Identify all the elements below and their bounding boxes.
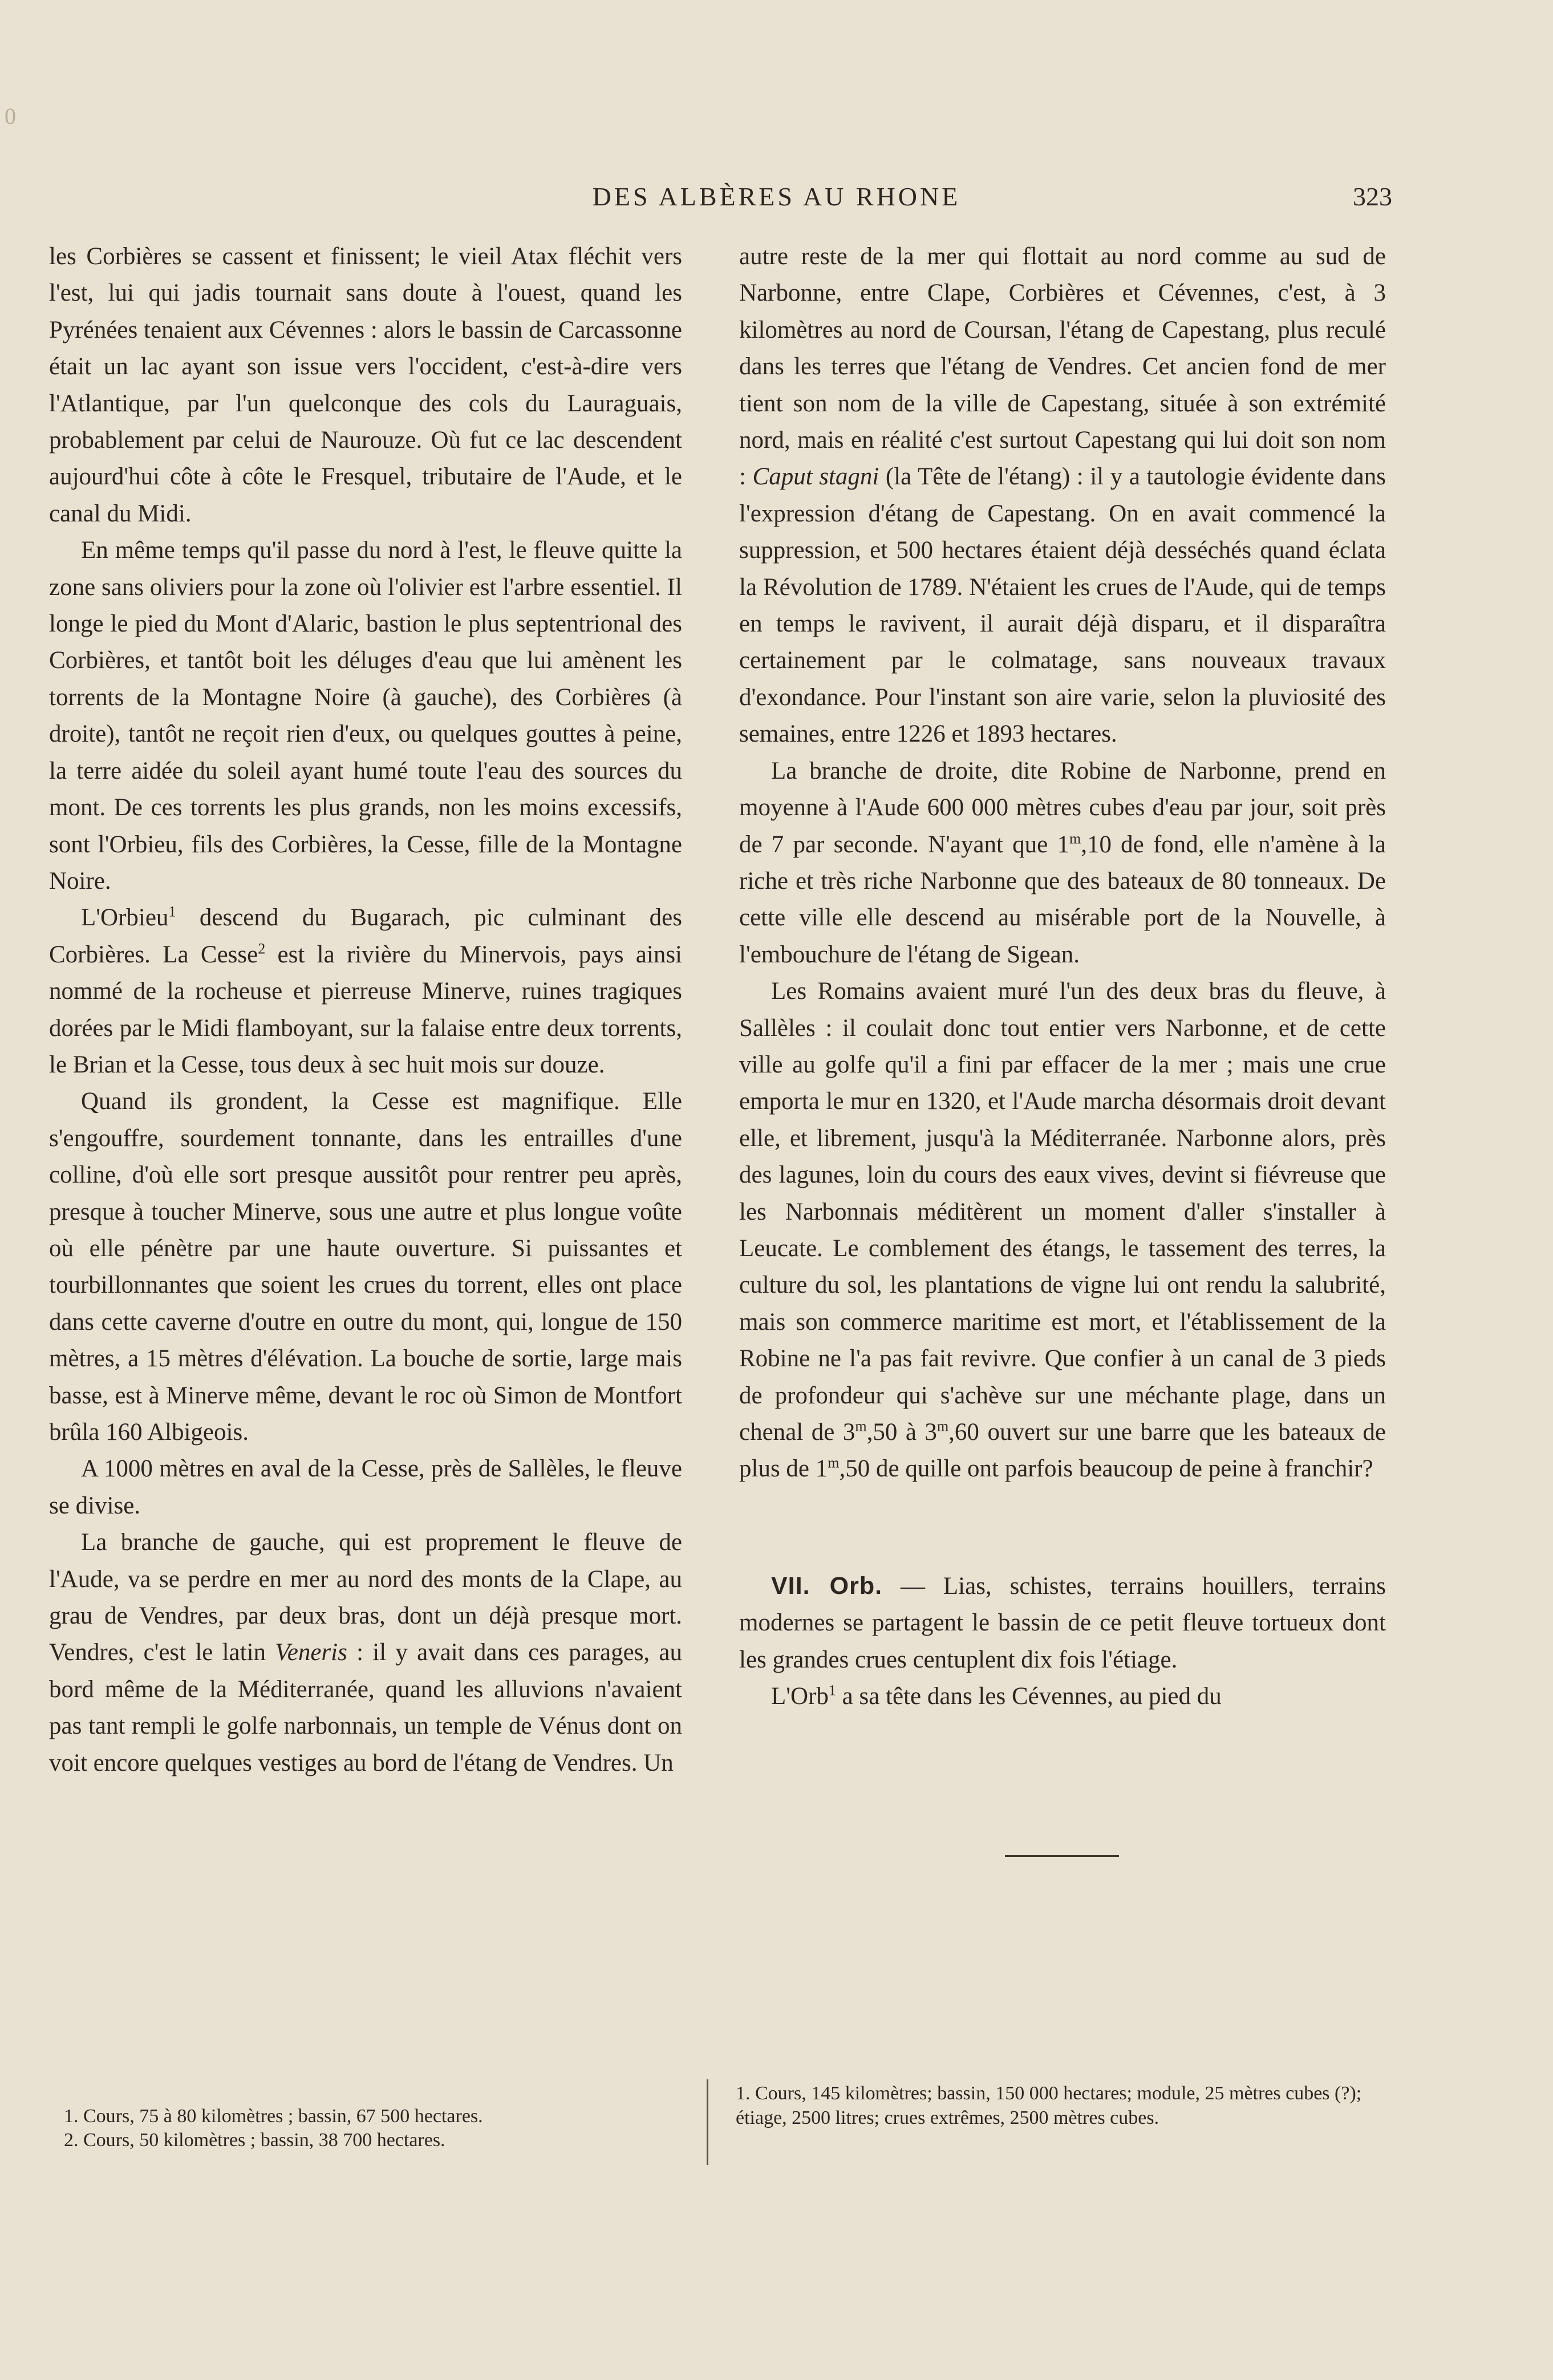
footnotes-left bbox=[64, 2104, 691, 2152]
paragraph: les Corbières se cassent et finissent; le vieil Atax fléchit vers l'est, lui qui jadis tournait sans doute à l'ouest, quand les Pyrénées tenaient aux Cévennes : alors le bassin de Carcassonne était un lac ayant son issue vers l'occident, c'est-à-dire vers l'Atlantique, par l'un quelconque des cols du Lauraguais, probablement par celui de Naurouze. Où fut ce lac descendent aujourd'hui côte à côte le Fresquel, tributaire de l'Aude, et le canal du Midi. bbox=[49, 243, 682, 527]
text-run: (la Tête de l'étang) : il y a tautologie évidente dans l'expression d'étang de Capestang. On en avait commencé la suppression, et 500 hectares étaient déjà desséchés quand éclata la Révolution de 1789. N'étaient les crues de l'Aude, qui de temps en temps le ravivent, il aurait déjà disparu, et il disparaîtra certainement par le colmatage, sans nouveaux travaux d'exondance. Pour l'instant son aire varie, selon la pluviosité des semaines, entre 1226 et 1893 hectares. bbox=[739, 463, 1386, 748]
running-title: DES ALBÈRES AU RHONE bbox=[592, 182, 961, 211]
text-run: La branche de gauche, qui est proprement le fleuve de l'Aude, va se perdre en mer au nord des monts de la Clape, au grau de Vendres, par deux bras, dont un déjà presque mort. Vendres, c'est le latin bbox=[49, 1529, 682, 1666]
italic-text: Caput stagni bbox=[752, 463, 879, 491]
paragraph bbox=[739, 238, 1386, 753]
corner-mark: 0 bbox=[5, 103, 16, 129]
text-run: est la rivière du Minervois, pays ainsi nommé de la rocheuse et pierreuse Minerve, ruines tragiques dorées par le Midi flamboyant, sur la falaise entre deux torrents, le Brian et la Cesse, tous deux à sec huit mois sur douze. bbox=[49, 941, 682, 1078]
text-run: autre reste de la mer qui flottait au nord comme au sud de Narbonne, entre Clape, Corbières et Cévennes, c'est, à 3 kilomètres au nord de Coursan, l'étang de Capestang, plus reculé dans les terres que l'étang de Vendres. Cet ancien fond de mer tient son nom de la ville de Capestang, située à son extrémité nord, mais en réalité c'est surtout Capestang qui lui doit son nom : bbox=[739, 243, 1386, 491]
section-separator bbox=[1005, 1855, 1119, 1857]
italic-text: Veneris bbox=[275, 1639, 347, 1666]
text-run: La branche de droite, dite Robine de Narbonne, prend en moyenne à l'Aude 600 000 mètres cubes d'eau par jour, soit près de 7 par seconde. N'ayant que 1 bbox=[739, 757, 1386, 858]
text-run: : il y avait dans ces parages, au bord même de la Méditerranée, quand les alluvions n'avaient pas tant rempli le golfe narbonnais, un temple de Vénus dont on voit encore quelques vestiges au bord de l'étang de Vendres. Un bbox=[49, 1639, 682, 1776]
paragraph: Quand ils grondent, la Cesse est magnifique. Elle s'engouffre, sourdement tonnante, dans les entrailles d'une colline, d'où elle sort presque aussitôt pour rentrer peu après, presque à toucher Minerve, sous une autre et plus longue voûte où elle pénètre par une haute ouverture. Si puissantes et tourbillonnantes que soient les crues du torrent, elles ont place dans cette caverne d'outre en outre du mont, qui, longue de 150 mètres, a 15 mètres d'élévation. La bouche de sortie, large mais basse, est à Minerve même, devant le roc où Simon de Montfort brûla 160 Albigeois. bbox=[49, 1088, 682, 1446]
page-number: 323 bbox=[1353, 182, 1392, 211]
unit-sup: m bbox=[1069, 830, 1081, 847]
paragraph bbox=[49, 1524, 682, 1782]
paragraph bbox=[739, 1678, 1386, 1715]
text-run: a sa tête dans les Cévennes, au pied du bbox=[836, 1683, 1222, 1710]
footnotes-right bbox=[736, 2081, 1392, 2130]
column-rule bbox=[707, 2079, 708, 2165]
paragraph: A 1000 mètres en aval de la Cesse, près de Sallèles, le fleuve se divise. bbox=[49, 1455, 682, 1519]
paragraph bbox=[739, 973, 1386, 1488]
section-paragraph bbox=[739, 1568, 1386, 1678]
text-run: ,50 à 3 bbox=[866, 1419, 937, 1446]
text-run: ,10 de fond, elle n'amène à la riche et très riche Narbonne que des bateaux de 80 tonneaux. De cette ville elle descend au misérable port de la Nouvelle, à l'embouchure de l'étang de Sigean. bbox=[739, 831, 1386, 968]
paragraph bbox=[49, 900, 682, 1083]
text-run: L'Orb bbox=[771, 1683, 829, 1710]
unit-sup: m bbox=[828, 1455, 840, 1472]
left-column bbox=[49, 238, 682, 1782]
paragraph bbox=[739, 753, 1386, 973]
text-run: ,60 ouvert sur une barre que les bateaux de plus de 1 bbox=[739, 1419, 1386, 1483]
footnote: 1. Cours, 145 kilomètres; bassin, 150 000 hectares; module, 25 mètres cubes (?); étiage, 2500 litres; crues extrêmes, 2500 mètres cubes. bbox=[736, 2083, 1362, 2128]
unit-sup: m bbox=[855, 1418, 867, 1435]
unit-sup: m bbox=[936, 1418, 949, 1435]
footnote: 2. Cours, 50 kilomètres ; bassin, 38 700 hectares. bbox=[64, 2130, 445, 2151]
text-run: — Lias, schistes, terrains houillers, terrains modernes se partagent le bassin de ce petit fleuve tortueux dont les grandes crues centuplent dix fois l'étiage. bbox=[739, 1572, 1386, 1673]
footnote: 1. Cours, 75 à 80 kilomètres ; bassin, 67 500 hectares. bbox=[64, 2106, 483, 2127]
footnote-ref: 2 bbox=[258, 940, 266, 957]
paragraph: En même temps qu'il passe du nord à l'est, le fleuve quitte la zone sans oliviers pour la zone où l'olivier est l'arbre essentiel. Il longe le pied du Mont d'Alaric, bastion le plus septentrional des Corbières, et tantôt boit les déluges d'eau que lui amènent les torrents de la Montagne Noire (à gauche), des Corbières (à droite), tantôt ne reçoit rien d'eux, ou quelques gouttes à peine, la terre aidée du soleil ayant humé toute l'eau des sources du mont. De ces torrents les plus grands, non les moins excessifs, sont l'Orbieu, fils des Corbières, la Cesse, fille de la Montagne Noire. bbox=[49, 537, 682, 894]
running-header bbox=[0, 181, 1553, 216]
right-column bbox=[739, 238, 1386, 1715]
section-heading: VII. Orb. bbox=[771, 1572, 883, 1600]
text-run: L'Orbieu bbox=[81, 904, 169, 932]
text-run: descend du Bugarach, pic culminant des Corbières. La Cesse bbox=[49, 904, 682, 968]
section-spacer bbox=[739, 1488, 1386, 1568]
text-run: Les Romains avaient muré l'un des deux bras du fleuve, à Sallèles : il coulait donc tout entier vers Narbonne, et de cette ville au golfe qu'il a fini par effacer de la mer ; mais une crue emporta le mur en 1320, et l'Aude marcha désormais droit devant elle, et librement, jusqu'à la Méditerranée. Narbonne alors, près des lagunes, loin du cours des eaux vives, devint si fiévreuse que les Narbonnais méditèrent un moment d'aller s'installer à Leucate. Le comblement des étangs, le tassement des terres, la culture du sol, les plantations de vigne lui ont rendu la salubrité, mais son commerce maritime est mort, et l'établissement de la Robine ne l'a pas fait revivre. Que confier à un canal de 3 pieds de profondeur qui s'achève sur une méchante plage, dans un chenal de 3 bbox=[739, 978, 1386, 1446]
text-run: ,50 de quille ont parfois beaucoup de peine à franchir? bbox=[839, 1455, 1373, 1483]
footnote-ref: 1 bbox=[168, 903, 176, 920]
footnote-ref: 1 bbox=[828, 1682, 836, 1699]
